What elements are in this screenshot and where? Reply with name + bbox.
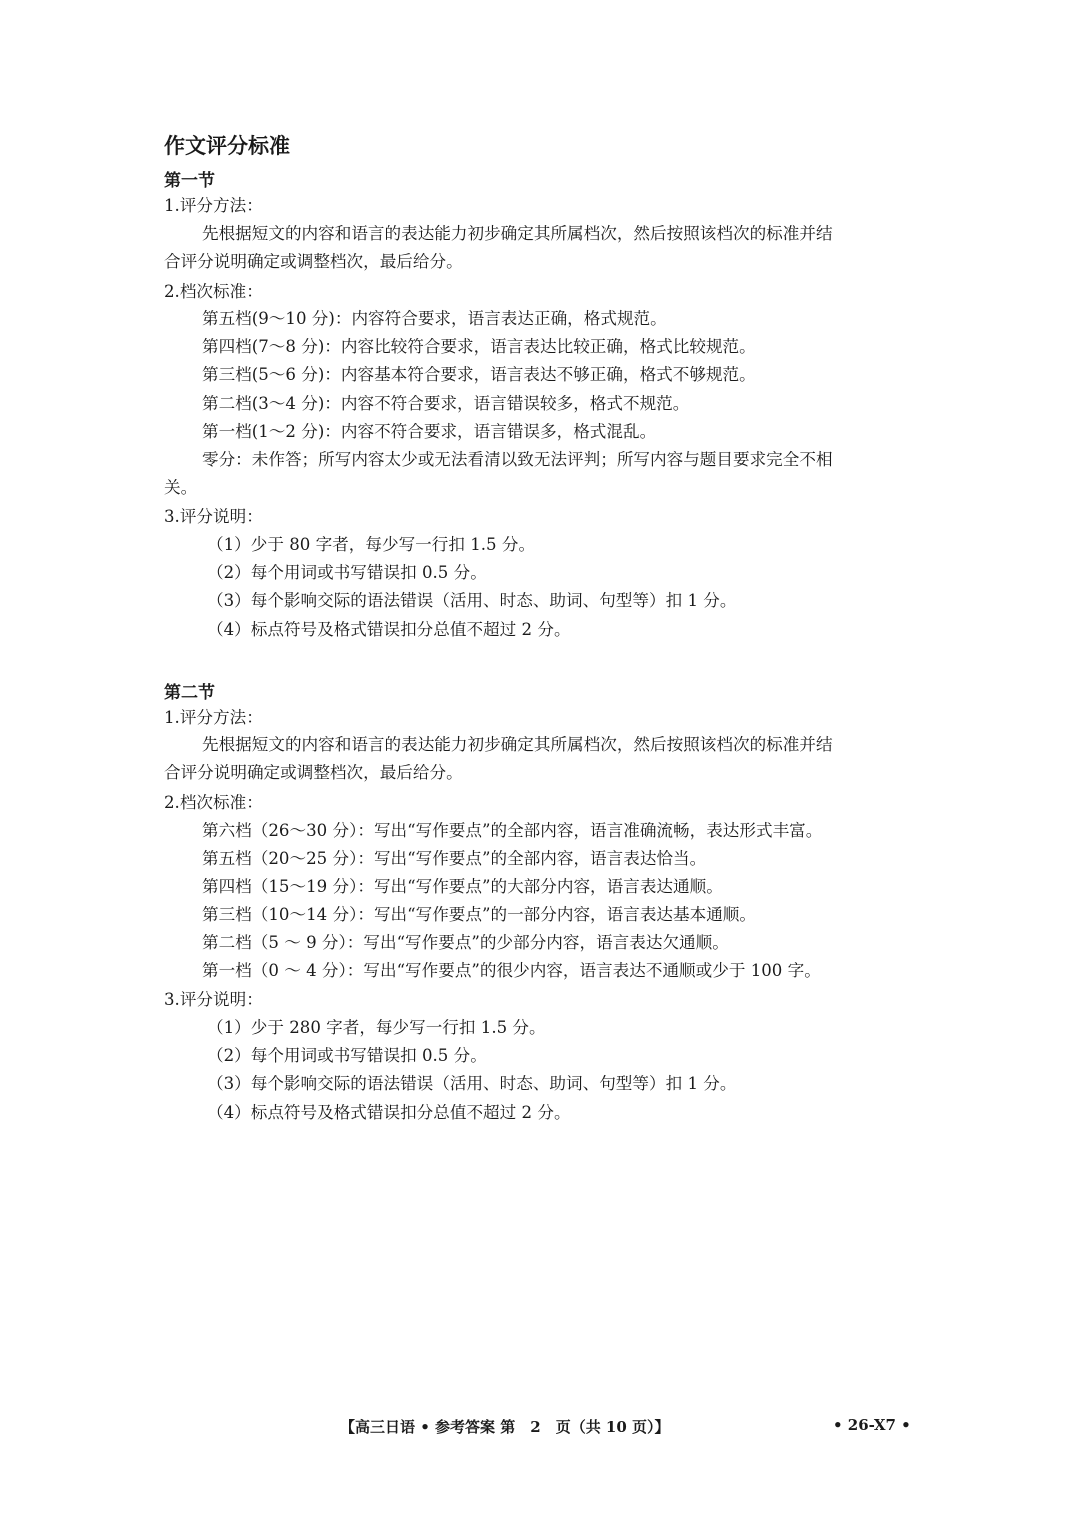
section1-grade-3: 第三档(5～6 分)：内容基本符合要求，语言表达不够正确，格式不够规范。 [202, 365, 756, 384]
section2-notes-label: 3.评分说明： [164, 990, 263, 1009]
section1-grade-4: 第四档(7～8 分)：内容比较符合要求，语言表达比较正确，格式比较规范。 [202, 337, 756, 356]
section1-grade-2: 第二档(3～4 分)：内容不符合要求，语言错误较多，格式不规范。 [202, 394, 690, 413]
section1-note-3: （3）每个影响交际的语法错误（活用、时态、助词、句型等）扣 1 分。 [207, 591, 737, 610]
section2-note-4: （4）标点符号及格式错误扣分总值不超过 2 分。 [207, 1103, 571, 1122]
section1-note-1: （1）少于 80 字者，每少写一行扣 1.5 分。 [207, 535, 536, 554]
section2-heading: 第二节 [164, 683, 215, 703]
section1-zero-score-cont: 关。 [164, 478, 198, 497]
section2-grade-1: 第一档（0 ～ 4 分）：写出“写作要点”的很少内容，语言表达不通顺或少于 100 字。 [202, 961, 821, 980]
section1-method-text-cont: 合评分说明确定或调整档次，最后给分。 [164, 252, 463, 271]
section2-grade-6: 第六档（26～30 分）：写出“写作要点”的全部内容，语言准确流畅，表达形式丰富。 [202, 821, 823, 840]
section1-note-2: （2）每个用词或书写错误扣 0.5 分。 [207, 563, 487, 582]
section2-grade-2: 第二档（5 ～ 9 分）：写出“写作要点”的少部分内容，语言表达欠通顺。 [202, 933, 729, 952]
footer-page-info: 【高三日语 • 参考答案 第 2 页（共 10 页）】 [340, 1418, 670, 1436]
section1-notes-label: 3.评分说明： [164, 507, 263, 526]
section1-note-4: （4）标点符号及格式错误扣分总值不超过 2 分。 [207, 620, 571, 639]
section2-method-label: 1.评分方法： [164, 708, 263, 727]
section2-note-2: （2）每个用词或书写错误扣 0.5 分。 [207, 1046, 487, 1065]
section2-grade-5: 第五档（20～25 分）：写出“写作要点”的全部内容，语言表达恰当。 [202, 849, 707, 868]
section2-note-3: （3）每个影响交际的语法错误（活用、时态、助词、句型等）扣 1 分。 [207, 1074, 737, 1093]
section1-grade-5: 第五档(9～10 分)：内容符合要求，语言表达正确，格式规范。 [202, 309, 667, 328]
section1-heading: 第一节 [164, 171, 215, 191]
section1-grade-1: 第一档(1～2 分)：内容不符合要求，语言错误多，格式混乱。 [202, 422, 657, 441]
section1-method-label: 1.评分方法： [164, 196, 263, 215]
section2-method-text-cont: 合评分说明确定或调整档次，最后给分。 [164, 763, 463, 782]
section2-grade-4: 第四档（15～19 分）：写出“写作要点”的大部分内容，语言表达通顺。 [202, 877, 723, 896]
page-title: 作文评分标准 [164, 134, 290, 158]
section1-zero-score: 零分：未作答；所写内容太少或无法看清以致无法评判；所写内容与题目要求完全不相 [202, 450, 833, 469]
section1-method-text: 先根据短文的内容和语言的表达能力初步确定其所属档次，然后按照该档次的标准并结 [202, 224, 833, 243]
footer-code: • 26-X7 • [833, 1416, 911, 1434]
section2-note-1: （1）少于 280 字者，每少写一行扣 1.5 分。 [207, 1018, 546, 1037]
section2-grades-label: 2.档次标准： [164, 793, 263, 812]
section2-grade-3: 第三档（10～14 分）：写出“写作要点”的一部分内容，语言表达基本通顺。 [202, 905, 756, 924]
section1-grades-label: 2.档次标准： [164, 282, 263, 301]
section2-method-text: 先根据短文的内容和语言的表达能力初步确定其所属档次，然后按照该档次的标准并结 [202, 735, 833, 754]
